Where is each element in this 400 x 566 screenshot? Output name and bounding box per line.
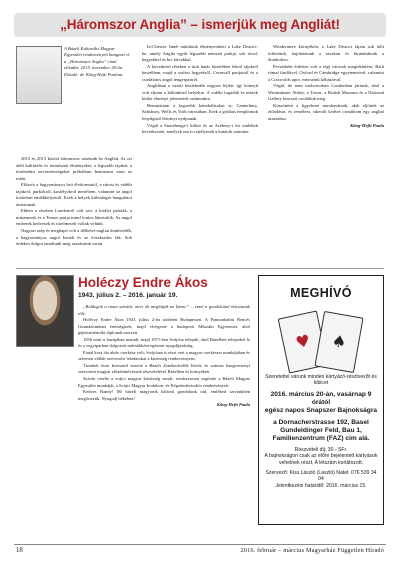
article-paragraph: 2015 és 2015 között háromszor utaztunk be Angliát. Az ott átélt kultúrális és természeti élményeket, a legszebb tájakat, a történelmi nevezetességeket próbáltam bemutatni ezen az estén. xyxy=(16,156,132,181)
invitation-fee: Részvételi díj: 30.- SFr. xyxy=(294,446,348,453)
intro-text: A Bázeli Kulturális Magyar Egyesület rendezvényén hangzott el a „Háromszor Anglia” című előadás, 2015. november 20-án. Előadó: dr. Kőng-Hefti Paulina. xyxy=(64,46,130,77)
article-paragraph: Először a hagyományos brit életformáról, a városi és vidéki tájakról, parkokról, kastélyokról meséltem, valamint az angol irodalom emlékhelyeiről. Ezek a helyek különleges hangulatot árasztanak. xyxy=(16,182,132,207)
article-column-1 xyxy=(16,44,132,262)
invitation-box xyxy=(258,275,384,525)
invitation-deadline: Jelentkezési határidő: 2016. március 15. xyxy=(275,482,367,489)
publication-footer: 2016. február – március Magyarház Független Híradó xyxy=(240,547,384,554)
portrait-photo xyxy=(16,275,74,347)
page-number: 18 xyxy=(16,547,23,554)
article-paragraph: Windermere környékén, a Lake District tájain sok időt töltöttünk, hajókáztunk a tavakon és kirándultunk a dombokon. xyxy=(268,44,384,63)
spade-card-icon: ♠ xyxy=(314,311,363,373)
obituary-paragraph: Holéczy Endre Ákos 1943. július 2-án született Budapesten. A Pannonhalmi Bencés Gimnáziumban érettségizett, majd elvégezte a budapesti Műszaki Egyetemet, ahol gépészmérnöki diplomát szerzett. xyxy=(78,317,250,336)
invitation-text: Szeretettel várunk minden kártyázó-résztvevőt és kibicet xyxy=(265,374,377,387)
invitation-event: egész napos Snapszer Bajnokságra xyxy=(264,406,378,414)
article-body xyxy=(16,44,384,262)
footer-divider xyxy=(14,544,386,545)
invitation-date: 2016. március 20-án, vasárnap 9 órától xyxy=(270,390,372,406)
article-paragraph: Pecsétként érdekes volt a régi városok megtekintése, Bath római fürdőivel, Oxford és Cambridge egyetemeivel, valamint a Cotswolds apró, mézszínű kőházaival. xyxy=(268,63,384,82)
article-headline: „Háromszor Anglia” – ismerjük meg Angliát! xyxy=(60,17,340,32)
headline-banner xyxy=(14,13,386,37)
article-paragraph: Köszönöm a figyelmet mindazoknak, akik eljöttek az előadásra, és remélem, sikerült kedvet csinálnom egy angliai utazáshoz. xyxy=(268,102,384,122)
article-paragraph: Nagyon szép és megkapó volt a délkelet-angliai dombvidék, a hagyományos angol kertek és az évszázados fák. Sok érdekes dolgot tanultunk meg utazásaink során. xyxy=(16,228,132,247)
article-paragraph: In-Chester. Innét indultunk élményeinkért a Lake District-be, amely Anglia egyik legszebb nemzeti parkja, sok tóval, hegyekkel és kis falvakkal. xyxy=(142,44,258,63)
obituary-signature: Kőng-Hefti Paula xyxy=(216,402,250,408)
obituary-body xyxy=(78,304,250,538)
obituary-paragraph: Szívén viselte a svájci magyar közösség sorsát: rendszeresen segítette a Bázeli Magyar Egyesület munkáját, a Svájci Magyar Irodalom- és Képzőművészkör rendezvényeit. xyxy=(78,376,250,388)
invitation-details: A bajnokságon csak az előre bejelentett kártyások vehetnek részt, A létszám korlátozott. xyxy=(264,453,378,466)
obituary-quote: „Boldogok a tiszta szívűek, mert ők meglátják az Istent.” – ezzel a gondolattal búcsúzunk tőle. xyxy=(78,304,250,316)
article-column-2 xyxy=(142,44,258,262)
section-divider xyxy=(16,268,384,269)
invitation-title: MEGHÍVÓ xyxy=(290,286,352,300)
author-photo xyxy=(16,46,62,104)
invitation-venue: a Dornacherstrasse 192, Basel Gundeldinger Feld, Bau 1, Familienzentrum (FAZ) cím alá. xyxy=(272,418,370,442)
obituary-paragraph: Kedves Bandy! Mi bázeli magyarok hálával gondolunk rád, emléked szívünkben megőrizzük. Nyugodj békében! xyxy=(78,389,250,401)
obituary-name: Holéczy Endre Ákos xyxy=(78,275,208,290)
heart-card-icon: ♥ xyxy=(278,310,329,373)
obituary-dates: 1943. július 2. – 2016. január 19. xyxy=(78,292,178,299)
article-signature: Kőng-Hefti Paula xyxy=(350,122,384,128)
article-paragraph: A következő részben a skót határ közelében fekvő tájakról beszéltem, majd a walesi hegyekről, Cornwall partjairól és a csodálatos angol tengerpartról. xyxy=(142,63,258,82)
obituary-paragraph: Fiatal kora óta aktív cserkész volt; Svájcban is részt vett a magyar cserkészet munkájában és szívesen vállalt szervezési feladatokat a közösség rendezvényein. xyxy=(78,349,250,362)
obituary-paragraph: 1956 után is hazájában maradt, majd 1971-ben Svájcba települt, ahol Bázelben telepedett le és a vegyiparban dolgozott mérnökként egészen nyugdíjazásáig. xyxy=(78,336,250,349)
playing-cards-image xyxy=(271,306,371,374)
article-paragraph: Végül a Stonehenge-i kőkör és az Avebury-i ősi emlékek következtek, amelyek ma is rejtélyesek a kutatók számára. xyxy=(142,122,258,135)
invitation-organizer: Szervező: Kiss László (Laszló) Natel: 076 539 34 04 xyxy=(265,470,377,483)
article-paragraph: Angliában a vasúti közlekedés nagyon fejlett, így könnyű volt eljutni a különböző helyekre. A vidéki fogadók és teázók külön élményt jelentettek számunkra. xyxy=(142,83,258,102)
article-intro xyxy=(16,44,132,156)
article-paragraph: Végül, de nem utolsósorban Londonban jártunk, ahol a Westminster Abbey, a Tower, a British Museum és a National Gallery kincseit csodáltuk meg. xyxy=(268,83,384,102)
article-paragraph: Ebben a részben Londonról volt szó: a királyi paloták, a múzeumok és a Temze partja mind fontos látnivalók. Az angol emberek kedvesek és türelmesek voltak velünk. xyxy=(16,208,132,227)
article-paragraph: Bemutattam a legszebb katedrálisokat is: Canterbury, Salisbury, Wells és York városában. Ezek a gótikus templomok lenyűgöző látványt nyújtanak. xyxy=(142,102,258,122)
article-column-3 xyxy=(268,44,384,262)
obituary-paragraph: Tizenhét éven keresztül vezette a Bázeli Zenekedvelők Körét, és számos hangversenyt szervezett magyar előadóművészek részvételével Bázelben és környékén. xyxy=(78,362,250,375)
